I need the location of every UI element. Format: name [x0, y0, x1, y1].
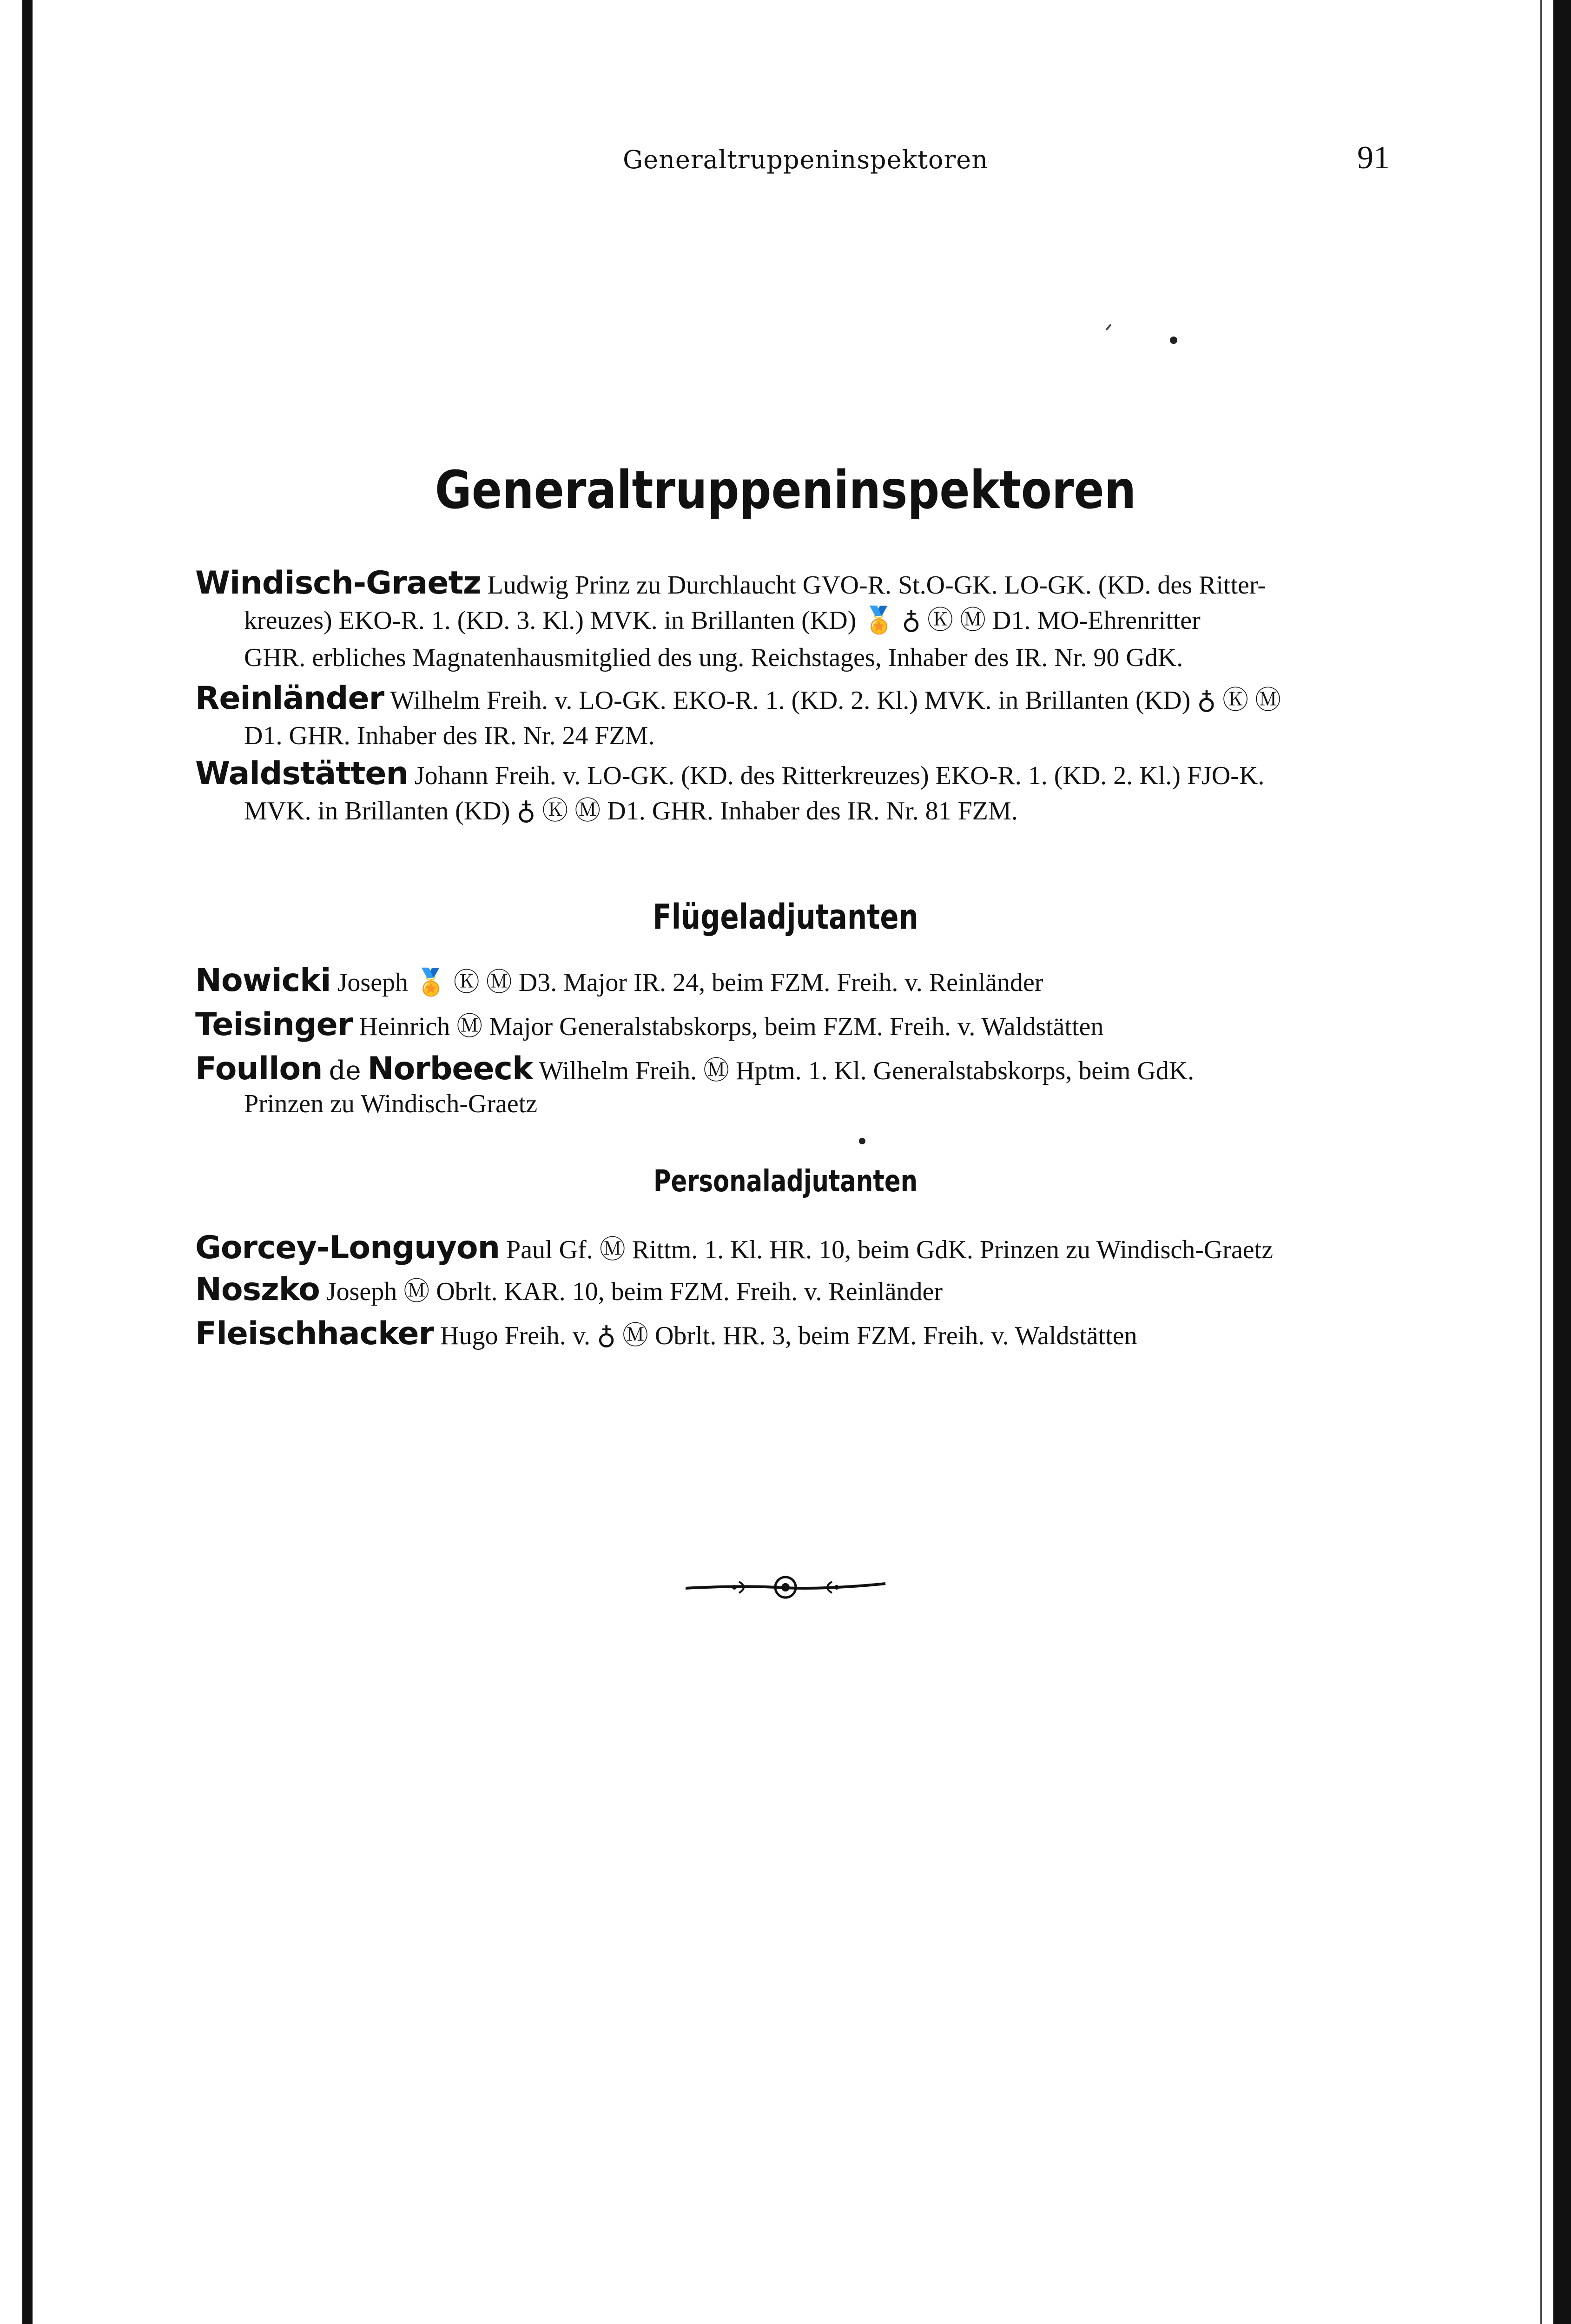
person-name: Nowicki — [195, 964, 331, 999]
person-name: Teisinger — [195, 1009, 353, 1043]
entry-text: Wilhelm Freih. v. LO-GK. EKO-R. 1. (KD. 2. Kl.) MVK. in Brillanten (KD) ♁ Ⓚ Ⓜ — [390, 686, 1281, 715]
section-heading-fluegeladjutanten: Flügeladjutanten — [653, 897, 918, 937]
entry-nowicki — [195, 964, 1394, 999]
person-name: Waldstätten — [195, 758, 408, 792]
entry-text: Joseph 🏅 Ⓚ Ⓜ D3. Major IR. 24, beim FZM. Freih. v. Reinländer — [337, 968, 1043, 997]
scan-border-right-inner — [1540, 0, 1542, 2324]
section-heading-personaladjutanten: Personaladjutanten — [653, 1164, 918, 1199]
scan-border-right — [1553, 0, 1571, 2324]
running-header: Generaltruppeninspektoren — [623, 145, 989, 174]
entry-text: Joseph Ⓜ Obrlt. KAR. 10, beim FZM. Freih. v. Reinländer — [326, 1277, 943, 1306]
entry-text: Paul Gf. Ⓜ Rittm. 1. Kl. HR. 10, beim GdK. Prinzen zu Windisch-Graetz — [506, 1235, 1274, 1264]
person-name-part2: Norbeeck — [367, 1053, 533, 1087]
person-name: Gorcey-Longuyon — [195, 1232, 500, 1266]
entry-text: Heinrich Ⓜ Major Generalstabskorps, beim FZM. Freih. v. Waldstätten — [359, 1012, 1104, 1041]
page-number: 91 — [1357, 140, 1390, 176]
person-name: Fleischhacker — [195, 1318, 434, 1352]
entry-text: Johann Freih. v. LO-GK. (KD. des Ritterkreuzes) EKO-R. 1. (KD. 2. Kl.) FJO-K. — [414, 761, 1265, 790]
entry-noszko — [195, 1274, 1394, 1308]
entry-reinlaender-line1 — [195, 682, 1394, 717]
entry-windisch-graetz-line1 — [195, 567, 1394, 601]
entry-fleischhacker — [195, 1318, 1394, 1352]
entry-windisch-graetz-line2: kreuzes) EKO-R. 1. (KD. 3. Kl.) MVK. in Brillanten (KD) 🏅 ♁ Ⓚ Ⓜ D1. MO-Ehrenritter — [244, 606, 1201, 635]
person-name: Reinländer — [195, 682, 384, 717]
main-heading: Generaltruppeninspektoren — [435, 460, 1136, 521]
stray-dot — [855, 1134, 869, 1148]
entry-waldstaetten-line2: MVK. in Brillanten (KD) ♁ Ⓚ Ⓜ D1. GHR. Inhaber des IR. Nr. 81 FZM. — [244, 797, 1018, 825]
entry-text: Ludwig Prinz zu Durchlaucht GVO-R. St.O-GK. LO-GK. (KD. des Ritter- — [487, 571, 1267, 600]
decorative-ornament — [683, 1573, 888, 1601]
entry-teisinger — [195, 1009, 1394, 1043]
scan-border-left — [22, 0, 33, 2324]
entry-text: Hugo Freih. v. ♁ Ⓜ Obrlt. HR. 3, beim FZM. Freih. v. Waldstätten — [440, 1321, 1137, 1350]
person-name: Windisch-Graetz — [195, 567, 481, 601]
entry-foullon-line2: Prinzen zu Windisch-Graetz — [244, 1089, 538, 1118]
stray-marks — [1097, 321, 1190, 358]
person-name: Noszko — [195, 1274, 320, 1308]
person-name: Foullon — [195, 1053, 323, 1087]
entry-foullon — [195, 1053, 1394, 1087]
entry-text: Wilhelm Freih. Ⓜ Hptm. 1. Kl. Generalstabskorps, beim GdK. — [539, 1056, 1195, 1085]
entry-waldstaetten-line1 — [195, 758, 1394, 792]
entry-gorcey-longuyon — [195, 1232, 1394, 1266]
entry-windisch-graetz-line3: GHR. erbliches Magnatenhausmitglied des ung. Reichstages, Inhaber des IR. Nr. 90 GdK. — [244, 643, 1183, 672]
entry-reinlaender-line2: D1. GHR. Inhaber des IR. Nr. 24 FZM. — [244, 721, 655, 750]
name-particle: de — [329, 1056, 361, 1086]
